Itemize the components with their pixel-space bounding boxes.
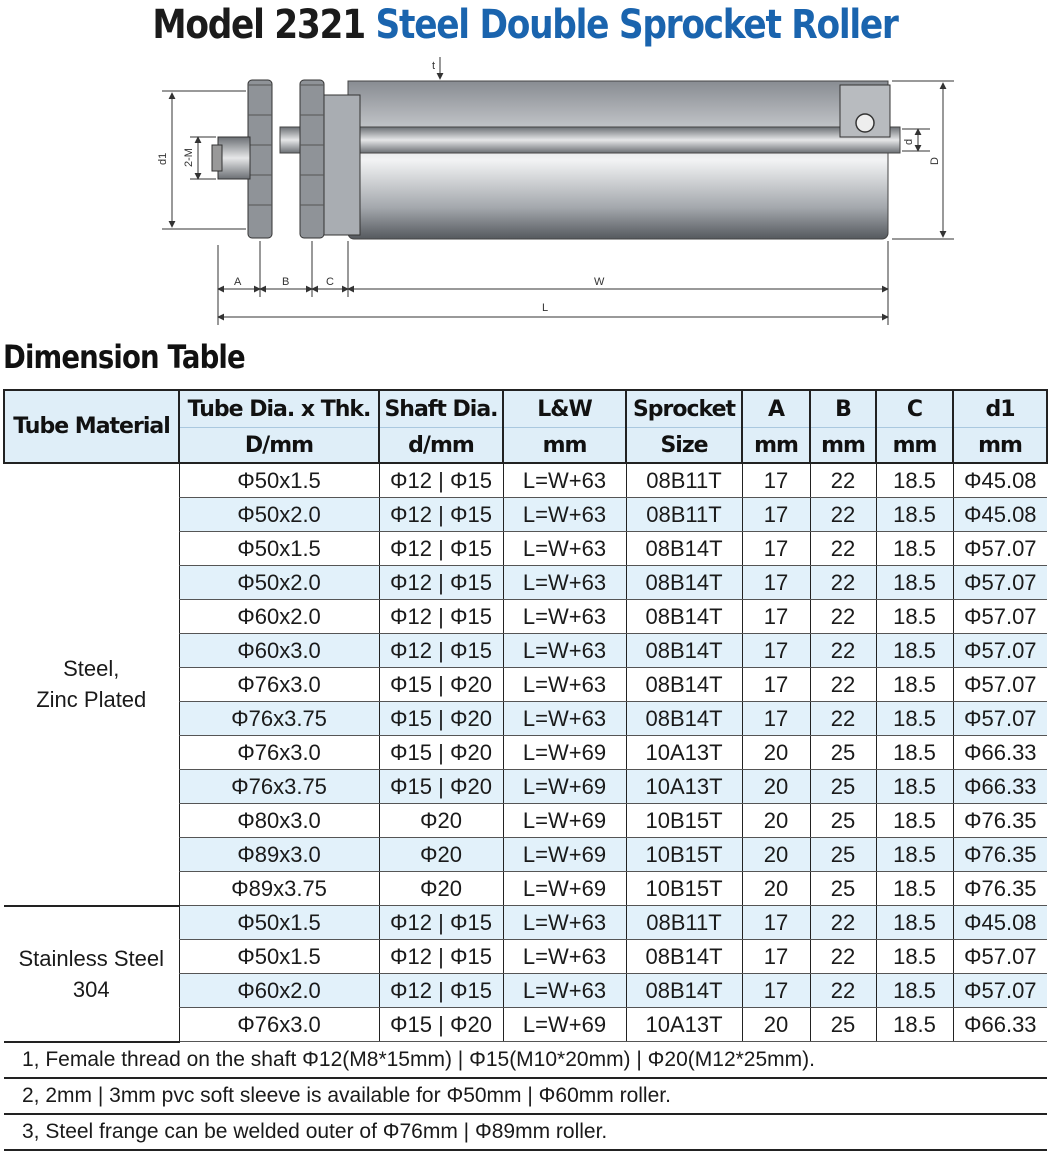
cell-sprocket: 10B15T (626, 872, 742, 906)
cell-shaft-dia: Φ12 | Φ15 (379, 634, 503, 668)
cell-b: 22 (810, 600, 876, 634)
table-row (4, 463, 1047, 498)
header-tube-unit: D/mm (179, 428, 379, 464)
label-2m: 2-M (183, 148, 195, 167)
cell-c: 18.5 (876, 872, 953, 906)
cell-shaft-dia: Φ12 | Φ15 (379, 532, 503, 566)
cell-lw: L=W+69 (503, 804, 626, 838)
header-b-unit: mm (810, 428, 876, 464)
cell-sprocket: 10A13T (626, 1008, 742, 1042)
cell-d1: Φ66.33 (953, 1008, 1047, 1042)
cell-b: 22 (810, 498, 876, 532)
sprocket-inner (300, 80, 324, 238)
cell-d1: Φ57.07 (953, 702, 1047, 736)
cell-a: 17 (742, 566, 810, 600)
header-lw: L&W (503, 390, 626, 428)
product-name: Steel Double Sprocket Roller (375, 2, 898, 48)
cell-d1: Φ57.07 (953, 532, 1047, 566)
cell-b: 22 (810, 532, 876, 566)
label-w: W (594, 276, 605, 288)
cell-lw: L=W+63 (503, 600, 626, 634)
cell-lw: L=W+69 (503, 838, 626, 872)
cell-tube-dia: Φ60x2.0 (179, 974, 379, 1008)
cell-sprocket: 10A13T (626, 736, 742, 770)
header-sprocket-unit: Size (626, 428, 742, 464)
cell-lw: L=W+63 (503, 498, 626, 532)
cell-a: 17 (742, 532, 810, 566)
cell-c: 18.5 (876, 838, 953, 872)
cell-c: 18.5 (876, 770, 953, 804)
cell-tube-dia: Φ60x3.0 (179, 634, 379, 668)
cell-shaft-dia: Φ15 | Φ20 (379, 770, 503, 804)
cell-d1: Φ66.33 (953, 770, 1047, 804)
cell-a: 17 (742, 974, 810, 1008)
cell-shaft-dia: Φ15 | Φ20 (379, 702, 503, 736)
material-line: Zinc Plated (36, 687, 147, 713)
header-sprocket: Sprocket (626, 390, 742, 428)
cell-sprocket: 10A13T (626, 770, 742, 804)
note-3: 3, Steel frange can be welded outer of Φ76mm | Φ89mm roller. (4, 1114, 1047, 1150)
cell-sprocket: 08B11T (626, 463, 742, 498)
cell-shaft-dia: Φ12 | Φ15 (379, 906, 503, 940)
note-2: 2, 2mm | 3mm pvc soft sleeve is available for Φ50mm | Φ60mm roller. (4, 1078, 1047, 1114)
cell-d1: Φ57.07 (953, 668, 1047, 702)
cell-lw: L=W+63 (503, 940, 626, 974)
table-body (4, 463, 1047, 1042)
cell-c: 18.5 (876, 974, 953, 1008)
cell-b: 22 (810, 906, 876, 940)
cell-lw: L=W+63 (503, 668, 626, 702)
cell-tube-dia: Φ76x3.0 (179, 1008, 379, 1042)
cell-shaft-dia: Φ20 (379, 872, 503, 906)
cell-sprocket: 08B14T (626, 634, 742, 668)
cell-shaft-dia: Φ20 (379, 804, 503, 838)
cell-b: 25 (810, 1008, 876, 1042)
cell-shaft-dia: Φ15 | Φ20 (379, 736, 503, 770)
cell-lw: L=W+63 (503, 532, 626, 566)
cell-tube-dia: Φ76x3.75 (179, 770, 379, 804)
cell-a: 17 (742, 498, 810, 532)
cell-d1: Φ57.07 (953, 600, 1047, 634)
cell-d1: Φ76.35 (953, 838, 1047, 872)
cell-tube-dia: Φ80x3.0 (179, 804, 379, 838)
header-tube-dia: Tube Dia. x Thk. (179, 390, 379, 428)
cell-c: 18.5 (876, 736, 953, 770)
roller-body (280, 81, 900, 239)
sprocket-outer (248, 80, 272, 238)
cell-tube-dia: Φ50x1.5 (179, 463, 379, 498)
cell-b: 22 (810, 634, 876, 668)
header-a: A (742, 390, 810, 428)
cell-tube-dia: Φ76x3.0 (179, 736, 379, 770)
cell-c: 18.5 (876, 1008, 953, 1042)
material-cell (4, 463, 179, 906)
cell-b: 25 (810, 736, 876, 770)
material-line: 304 (72, 976, 110, 1002)
cell-a: 17 (742, 463, 810, 498)
cell-tube-dia: Φ50x2.0 (179, 566, 379, 600)
cell-a: 20 (742, 1008, 810, 1042)
cell-b: 22 (810, 974, 876, 1008)
cell-c: 18.5 (876, 804, 953, 838)
cell-sprocket: 08B14T (626, 532, 742, 566)
cell-sprocket: 10B15T (626, 838, 742, 872)
cell-tube-dia: Φ50x1.5 (179, 532, 379, 566)
label-D: D (929, 157, 941, 165)
cell-c: 18.5 (876, 498, 953, 532)
cell-d1: Φ76.35 (953, 872, 1047, 906)
label-d1: d1 (157, 152, 169, 165)
cell-lw: L=W+69 (503, 1008, 626, 1042)
cell-sprocket: 08B14T (626, 600, 742, 634)
cell-lw: L=W+63 (503, 974, 626, 1008)
cell-lw: L=W+69 (503, 736, 626, 770)
cell-a: 20 (742, 770, 810, 804)
roller-technical-drawing (150, 55, 970, 333)
cell-c: 18.5 (876, 566, 953, 600)
cell-lw: L=W+69 (503, 770, 626, 804)
cell-shaft-dia: Φ12 | Φ15 (379, 974, 503, 1008)
cell-sprocket: 08B14T (626, 940, 742, 974)
cell-shaft-dia: Φ12 | Φ15 (379, 566, 503, 600)
cell-shaft-dia: Φ12 | Φ15 (379, 463, 503, 498)
cell-b: 22 (810, 702, 876, 736)
label-d: d (903, 138, 915, 145)
cell-shaft-dia: Φ12 | Φ15 (379, 940, 503, 974)
label-t: t (432, 60, 436, 72)
header-c-unit: mm (876, 428, 953, 464)
cell-b: 22 (810, 668, 876, 702)
cell-d1: Φ45.08 (953, 498, 1047, 532)
cell-c: 18.5 (876, 634, 953, 668)
header-d1-unit: mm (953, 428, 1047, 464)
cell-a: 17 (742, 600, 810, 634)
header-b: B (810, 390, 876, 428)
cell-c: 18.5 (876, 668, 953, 702)
header-d1: d1 (953, 390, 1047, 428)
cell-tube-dia: Φ76x3.0 (179, 668, 379, 702)
cell-a: 17 (742, 940, 810, 974)
cell-a: 17 (742, 702, 810, 736)
header-shaft-dia: Shaft Dia. (379, 390, 503, 428)
cell-tube-dia: Φ50x2.0 (179, 498, 379, 532)
cell-tube-dia: Φ89x3.75 (179, 872, 379, 906)
cell-tube-dia: Φ76x3.75 (179, 702, 379, 736)
cell-a: 20 (742, 804, 810, 838)
cell-a: 20 (742, 872, 810, 906)
material-line: Steel, (63, 656, 120, 682)
cell-lw: L=W+69 (503, 872, 626, 906)
cell-c: 18.5 (876, 600, 953, 634)
cell-b: 25 (810, 770, 876, 804)
cell-sprocket: 08B11T (626, 498, 742, 532)
label-a: A (234, 276, 242, 288)
cell-d1: Φ76.35 (953, 804, 1047, 838)
cell-c: 18.5 (876, 940, 953, 974)
cell-c: 18.5 (876, 906, 953, 940)
cell-shaft-dia: Φ12 | Φ15 (379, 600, 503, 634)
cell-d1: Φ57.07 (953, 566, 1047, 600)
header-c: C (876, 390, 953, 428)
dimension-table (3, 389, 1048, 1151)
cell-sprocket: 10B15T (626, 804, 742, 838)
cell-d1: Φ57.07 (953, 634, 1047, 668)
cell-tube-dia: Φ89x3.0 (179, 838, 379, 872)
cell-a: 20 (742, 838, 810, 872)
cell-a: 17 (742, 668, 810, 702)
cell-sprocket: 08B14T (626, 974, 742, 1008)
cell-b: 25 (810, 872, 876, 906)
cell-lw: L=W+63 (503, 566, 626, 600)
cell-a: 17 (742, 634, 810, 668)
cell-tube-dia: Φ50x1.5 (179, 940, 379, 974)
page-title (74, 2, 977, 54)
cell-d1: Φ45.08 (953, 463, 1047, 498)
cell-d1: Φ57.07 (953, 940, 1047, 974)
label-b: B (282, 276, 290, 288)
cell-shaft-dia: Φ20 (379, 838, 503, 872)
header-shaft-unit: d/mm (379, 428, 503, 464)
material-cell (4, 906, 179, 1042)
table-row (4, 906, 1047, 940)
cell-sprocket: 08B11T (626, 906, 742, 940)
cell-shaft-dia: Φ12 | Φ15 (379, 498, 503, 532)
cell-shaft-dia: Φ15 | Φ20 (379, 668, 503, 702)
note-1: 1, Female thread on the shaft Φ12(M8*15mm) | Φ15(M10*20mm) | Φ20(M12*25mm). (4, 1042, 1047, 1078)
cell-lw: L=W+63 (503, 906, 626, 940)
material-line: Stainless Steel (18, 945, 165, 971)
cell-b: 25 (810, 804, 876, 838)
cell-b: 22 (810, 566, 876, 600)
header-lw-unit: mm (503, 428, 626, 464)
cell-d1: Φ45.08 (953, 906, 1047, 940)
cell-shaft-dia: Φ15 | Φ20 (379, 1008, 503, 1042)
cell-d1: Φ66.33 (953, 736, 1047, 770)
cell-tube-dia: Φ50x1.5 (179, 906, 379, 940)
cell-tube-dia: Φ60x2.0 (179, 600, 379, 634)
header-a-unit: mm (742, 428, 810, 464)
header-tube-material: Tube Material (4, 390, 179, 463)
cell-lw: L=W+63 (503, 634, 626, 668)
cell-c: 18.5 (876, 702, 953, 736)
section-title: Dimension Table (3, 338, 245, 376)
cell-b: 22 (810, 940, 876, 974)
cell-lw: L=W+63 (503, 702, 626, 736)
cell-b: 25 (810, 838, 876, 872)
cell-sprocket: 08B14T (626, 702, 742, 736)
cell-a: 20 (742, 736, 810, 770)
shaft-end (212, 137, 250, 179)
cell-sprocket: 08B14T (626, 566, 742, 600)
model-number: Model 2321 (152, 2, 365, 48)
cell-sprocket: 08B14T (626, 668, 742, 702)
cell-d1: Φ57.07 (953, 974, 1047, 1008)
cell-c: 18.5 (876, 532, 953, 566)
cell-c: 18.5 (876, 463, 953, 498)
label-c: C (326, 276, 334, 288)
cell-a: 17 (742, 906, 810, 940)
label-l: L (542, 302, 549, 314)
cell-lw: L=W+63 (503, 463, 626, 498)
cell-b: 22 (810, 463, 876, 498)
